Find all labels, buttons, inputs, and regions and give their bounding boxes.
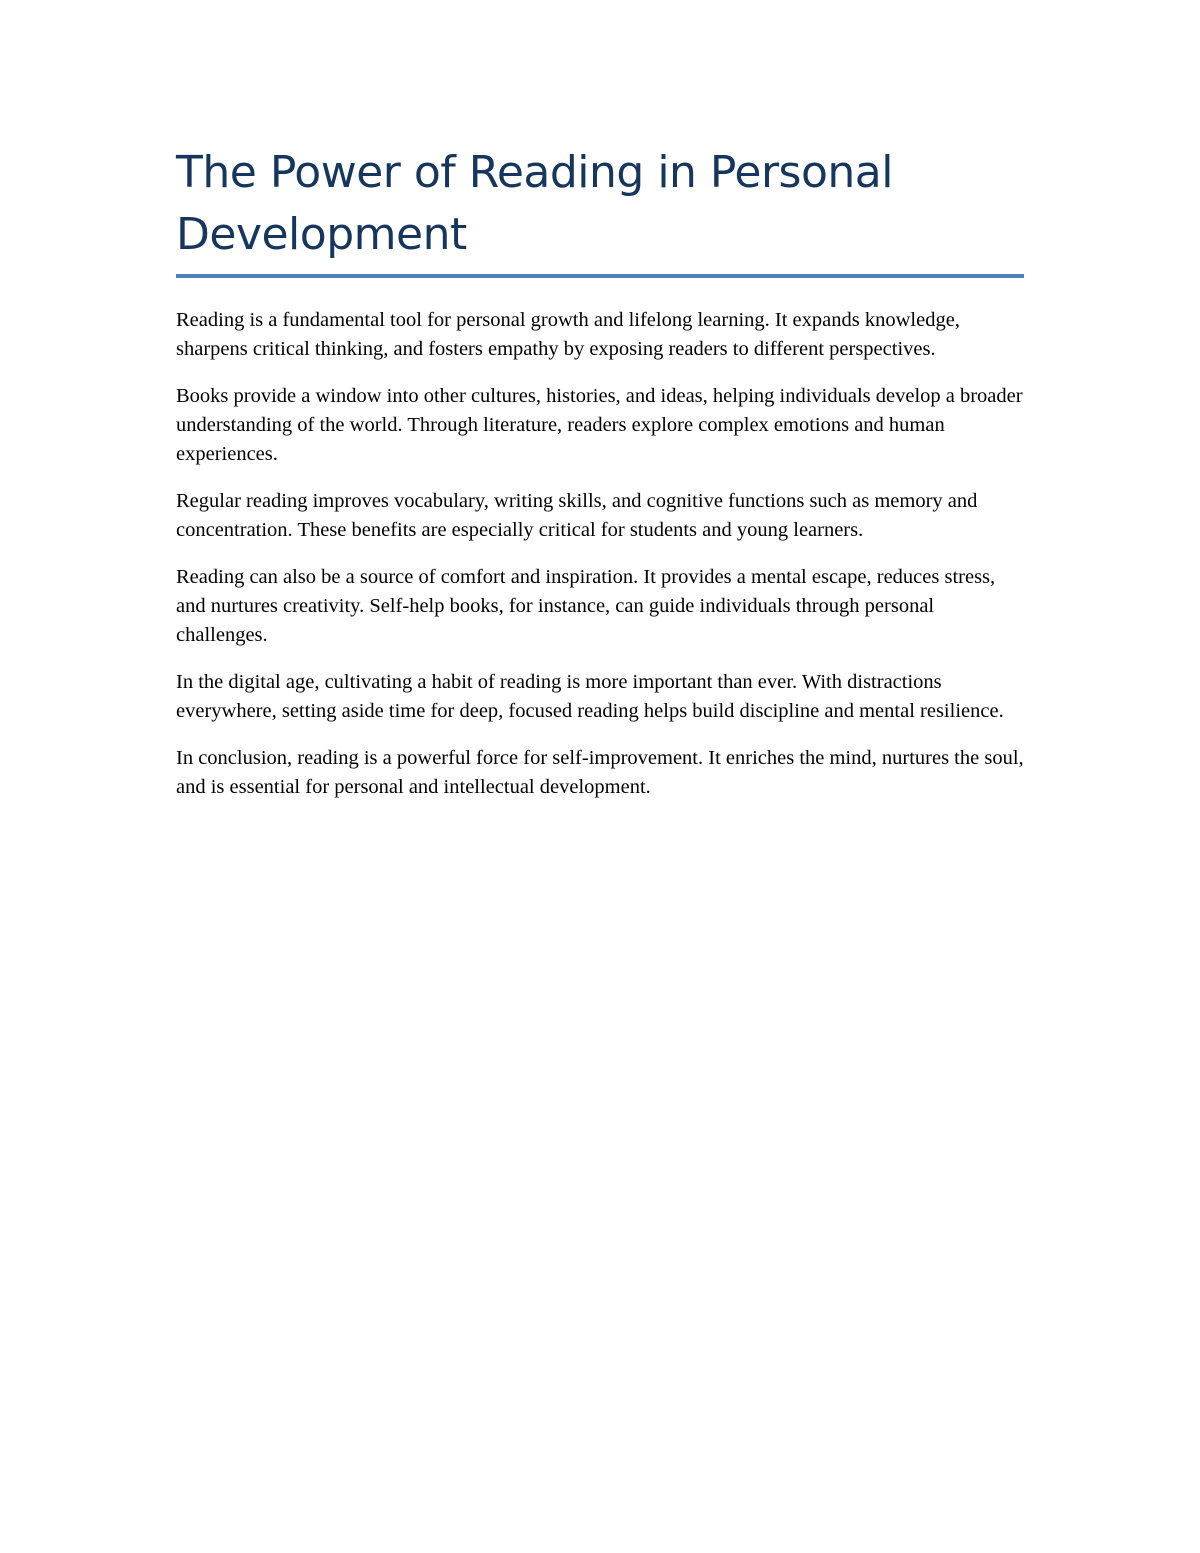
document-content [176, 142, 1024, 820]
paragraph: Reading can also be a source of comfort and inspiration. It provides a mental escape, reduces stress, and nurtures creativity. Self-help books, for instance, can guide individuals through personal challenges. [176, 566, 996, 646]
paragraph: In conclusion, reading is a powerful force for self-improvement. It enriches the mind, nurtures the soul, and is essential for personal and intellectual development. [176, 747, 1024, 798]
document-title: The Power of Reading in Personal Development [176, 147, 893, 260]
paragraph: Reading is a fundamental tool for personal growth and lifelong learning. It expands knowledge, sharpens critical thinking, and fosters empathy by exposing readers to different perspectives. [176, 309, 960, 360]
paragraph: In the digital age, cultivating a habit of reading is more important than ever. With distractions everywhere, setting aside time for deep, focused reading helps build discipline and mental resilience. [176, 671, 1004, 722]
paragraph: Books provide a window into other cultures, histories, and ideas, helping individuals develop a broader understanding of the world. Through literature, readers explore complex emotions and human experiences. [176, 385, 1023, 465]
document-body [176, 306, 1024, 802]
title-underline-rule [176, 274, 1024, 278]
paragraph: Regular reading improves vocabulary, writing skills, and cognitive functions such as memory and concentration. These benefits are especially critical for students and young learners. [176, 490, 978, 541]
